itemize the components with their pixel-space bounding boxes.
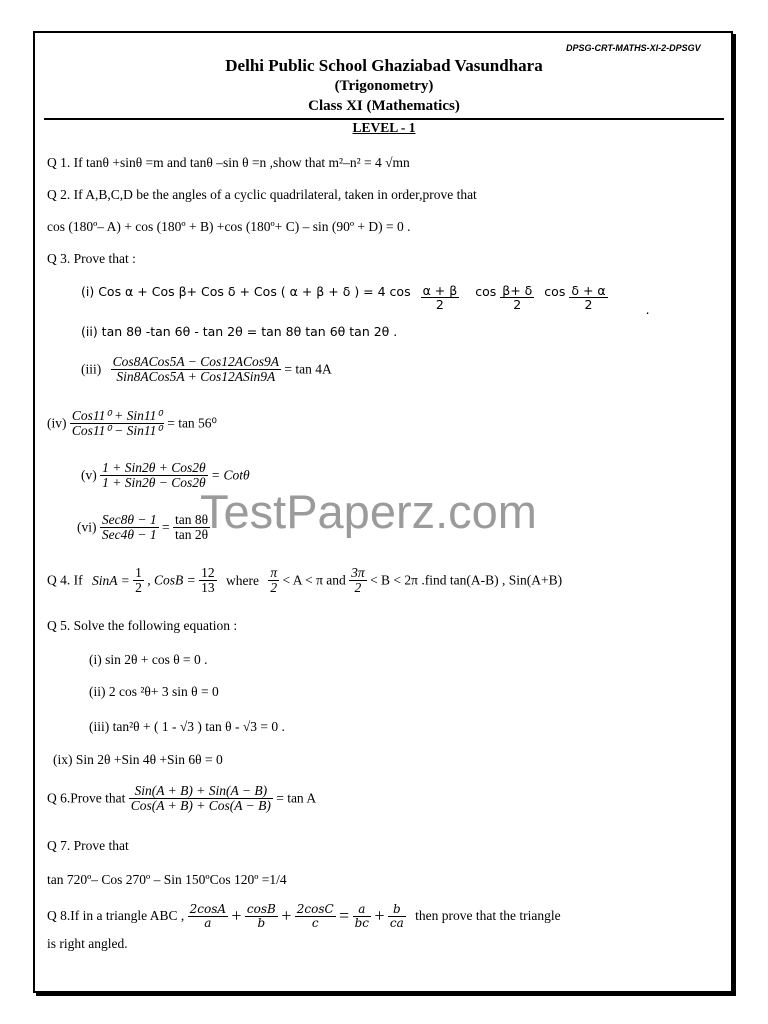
- q8-fraction-1: [188, 903, 228, 929]
- q8-f4-den: bc: [354, 915, 369, 930]
- q4-f1-num: 1: [135, 565, 142, 580]
- q5-part-iii: (iii) tan²θ + ( 1 - √3 ) tan θ - √3 = 0 .: [89, 719, 285, 734]
- q3v-label: (v): [81, 467, 97, 483]
- q3vi-num: Sec8θ − 1: [101, 512, 157, 527]
- q3i-fraction-3: [569, 284, 607, 311]
- q8-f2-den: b: [257, 915, 266, 930]
- q4-condition-2: < B < 2π .find tan(A-B) , Sin(A+B): [370, 572, 563, 588]
- q4-cosB: , CosB =: [147, 572, 196, 588]
- q3v-rhs: = Cotθ: [211, 467, 250, 483]
- q4-f2-den: 13: [201, 580, 215, 596]
- question-7: Q 7. Prove that: [47, 838, 129, 853]
- q4-f3-den: 2: [270, 580, 278, 596]
- q3i-f3-num: δ + α: [571, 283, 606, 298]
- q3iv-fraction: [70, 409, 164, 438]
- watermark: TestPaperz.com: [200, 485, 537, 538]
- q5-part-ii: (ii) 2 cos ²θ+ 3 sin θ = 0: [89, 684, 219, 699]
- q3i-cos-3: cos: [544, 284, 566, 299]
- question-8: [47, 903, 561, 929]
- q3i-fraction-2: [500, 284, 534, 311]
- q4-sinA: SinA =: [92, 572, 130, 588]
- q8-f1-num: 2cosA: [189, 902, 227, 916]
- q4-f2-num: 12: [201, 565, 215, 580]
- q8-fraction-2: [245, 903, 278, 929]
- q8-plus-1: +: [231, 905, 242, 926]
- topic-title: (Trigonometry): [334, 78, 434, 94]
- question-3: Q 3. Prove that :: [47, 251, 136, 266]
- q3iv-num: Cos11⁰ + Sin11⁰: [71, 408, 162, 423]
- q3vi-equals: =: [161, 519, 170, 535]
- q3-part-v: [81, 461, 250, 490]
- q3-part-ii: (ii) tan 8θ -tan 6θ - tan 2θ = tan 8θ tan 6θ tan 2θ .: [81, 324, 398, 339]
- q8-f1-den: a: [204, 915, 212, 930]
- q3iv-rhs: = tan 56⁰: [167, 415, 217, 431]
- q8-equals: =: [339, 905, 350, 926]
- q6-label: Q 6.Prove that: [47, 790, 126, 806]
- q8-plus-3: +: [374, 905, 385, 926]
- q3vi-num-2: tan 8θ: [174, 512, 209, 527]
- q8-f2-num: cosB: [246, 902, 276, 916]
- q3-part-i: [81, 283, 650, 317]
- q8-tail: then prove that the triangle: [415, 908, 561, 924]
- q4-f4-num: 3π: [351, 565, 365, 580]
- q3iv-label: (iv): [47, 415, 67, 431]
- q3iii-den: Sin8ACos5A + Cos12ASin9A: [116, 369, 276, 385]
- question-8-continued: is right angled.: [47, 936, 128, 951]
- q8-f3-den: c: [311, 915, 319, 930]
- q8-f3-num: 2cosC: [296, 902, 334, 916]
- q3i-cos-2: cos: [475, 284, 497, 299]
- q6-rhs: = tan A: [276, 790, 317, 806]
- q3i-f1-num: α + β: [422, 283, 458, 298]
- q3i-f3-den: 2: [584, 297, 593, 313]
- question-1: Q 1. If tanθ +sinθ =m and tanθ –sin θ =n ,show that m²–n² = 4 √mn: [47, 155, 410, 170]
- q6-den: Cos(A + B) + Cos(A − B): [130, 798, 271, 814]
- q4-f1-den: 2: [135, 580, 142, 596]
- q3i-dot: .: [645, 302, 650, 317]
- q3i-fraction-1: [421, 284, 460, 311]
- q8-fraction-4: [353, 903, 371, 929]
- q3iii-fraction: [111, 355, 281, 384]
- q8-f5-den: ca: [389, 915, 404, 930]
- q8-f4-num: a: [353, 903, 371, 917]
- q4-f4-den: 2: [354, 580, 362, 596]
- q3-part-iii: [81, 355, 332, 384]
- q4-label: Q 4. If: [47, 572, 83, 588]
- level-title: LEVEL - 1: [352, 120, 416, 135]
- q3vi-den: Sec4θ − 1: [101, 527, 157, 543]
- q5-part-i: (i) sin 2θ + cos θ = 0 .: [89, 652, 208, 667]
- question-4: [47, 566, 562, 595]
- q8-plus-2: +: [281, 905, 292, 926]
- q3vi-label: (vi): [77, 519, 97, 535]
- question-6: [47, 784, 316, 813]
- question-2-equation: cos (180º– A) + cos (180º + B) +cos (180º+ C) – sin (90º + D) = 0 .: [47, 219, 411, 234]
- q3v-num: 1 + Sin2θ + Cos2θ: [102, 460, 206, 475]
- q8-fraction-5: [388, 903, 406, 929]
- q3vi-fraction-2: [173, 513, 210, 542]
- question-7-equation: tan 720º– Cos 270º – Sin 150ºCos 120º =1/4: [47, 872, 287, 887]
- q3-part-iv: [47, 409, 217, 438]
- q6-num: Sin(A + B) + Sin(A − B): [129, 784, 273, 799]
- q3-part-vi: [77, 513, 210, 542]
- question-2: Q 2. If A,B,C,D be the angles of a cyclic quadrilateral, taken in order,prove that: [47, 187, 477, 202]
- q8-label: Q 8.If in a triangle ABC ,: [47, 908, 185, 924]
- q4-fraction-4: [349, 566, 367, 595]
- q3vi-fraction-1: [100, 513, 159, 542]
- q4-fraction-2: [199, 566, 217, 595]
- q3i-f2-den: 2: [513, 297, 522, 313]
- q4-fraction-1: [133, 566, 144, 595]
- q8-fraction-3: [295, 903, 336, 929]
- q4-fraction-3: [268, 566, 279, 595]
- q3v-fraction: [100, 461, 208, 490]
- q4-where: where: [226, 572, 259, 588]
- q5-part-ix: (ix) Sin 2θ +Sin 4θ +Sin 6θ = 0: [53, 752, 223, 767]
- school-name: Delhi Public School Ghaziabad Vasundhara: [225, 56, 543, 75]
- q8-f5-num: b: [388, 903, 406, 917]
- class-title: Class XI (Mathematics): [308, 98, 460, 114]
- q4-f3-num: π: [270, 565, 278, 580]
- q3i-f1-den: 2: [435, 297, 444, 313]
- q3iii-label: (iii): [81, 361, 102, 377]
- question-5: Q 5. Solve the following equation :: [47, 618, 238, 633]
- q3iii-num: Cos8ACos5A − Cos12ACos9A: [112, 354, 280, 369]
- document-code: DPSG-CRT-MATHS-XI-2-DPSGV: [566, 43, 701, 53]
- q6-fraction: [129, 784, 273, 813]
- q3iv-den: Cos11⁰ − Sin11⁰: [71, 423, 162, 439]
- q3v-den: 1 + Sin2θ − Cos2θ: [102, 475, 206, 491]
- q3i-f2-num: β+ δ: [502, 283, 533, 298]
- q4-condition-1: < A < π and: [282, 572, 346, 588]
- q3i-lhs: (i) Cos α + Cos β+ Cos δ + Cos ( α + β + δ ) = 4 cos: [81, 284, 411, 299]
- q3vi-den-2: tan 2θ: [174, 527, 209, 543]
- q3iii-rhs: = tan 4A: [284, 361, 332, 377]
